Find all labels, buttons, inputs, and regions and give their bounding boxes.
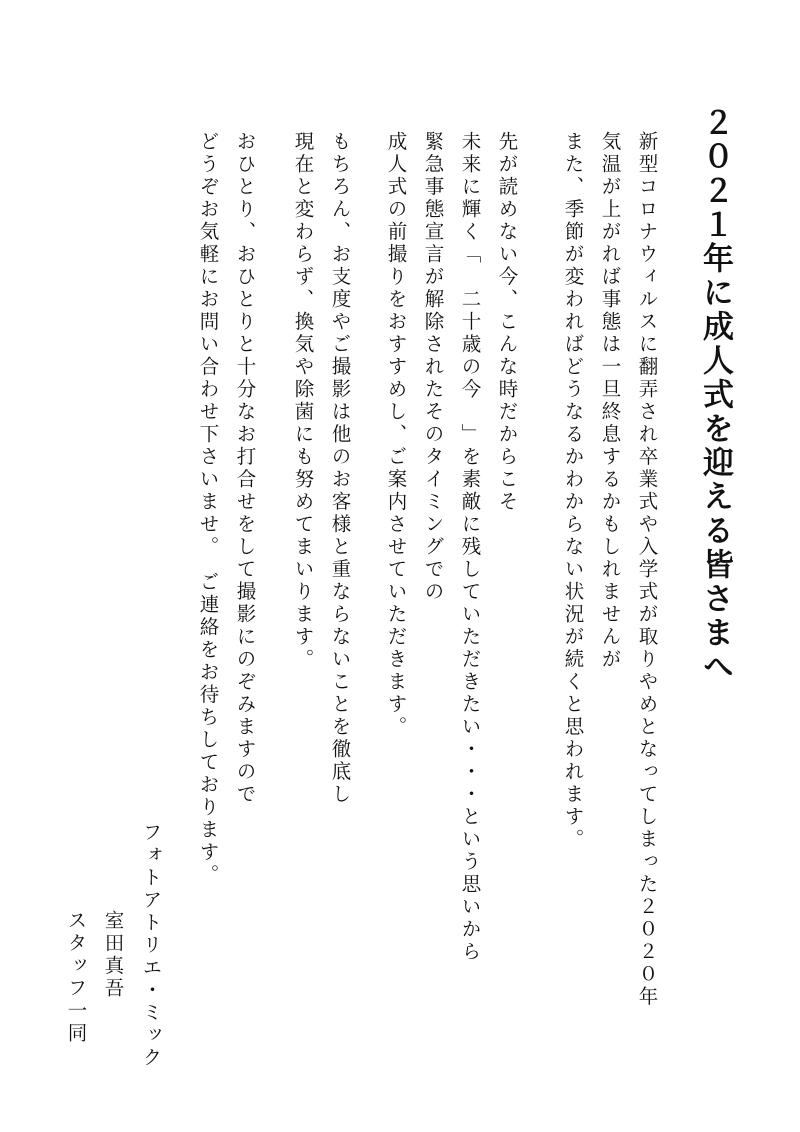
document-title: ２０２１年に成人式を迎える皆さまへ	[697, 106, 733, 684]
paragraph-4-line-1: おひとり、おひとりと十分なお打合せをして撮影にのぞみますので	[233, 131, 257, 806]
paragraph-2-line-2: 未来に輝く「 二十歳の今 」を素敵に残していただきたい・・・という思いから	[458, 131, 482, 964]
paragraph-2-line-1: 先が読めない今、こんな時だからこそ	[495, 131, 519, 514]
signature-name: 室田真吾	[101, 910, 125, 1000]
paragraph-3-line-1: もちろん、お支度やご撮影は他のお客様と重ならないことを徹底し	[328, 131, 352, 806]
paragraph-3-line-2: 現在と変わらず、換気や除菌にも努めてまいります。	[291, 131, 315, 671]
paragraph-1-line-2: 気温が上がれば事態は一旦終息するかもしれませんが	[598, 131, 622, 671]
paragraph-4-line-2: どうぞお気軽にお問い合わせ下さいませ。 ご連絡をお待ちしております。	[196, 131, 220, 887]
signature-studio: フォトアトリエ・ミック	[139, 822, 163, 1070]
paragraph-2-line-4: 成人式の前撮りをおすすめし、ご案内させていただきます。	[384, 131, 408, 739]
signature-staff: スタッフ一同	[64, 910, 88, 1045]
paragraph-1-line-1: 新型コロナウィルスに翻弄され卒業式や入学式が取りやめとなってしまった２０２０年	[635, 131, 659, 1009]
paragraph-1-line-3: また、季節が変わればどうなるかわからない状況が続くと思われます。	[561, 131, 585, 851]
paragraph-2-line-3: 緊急事態宣言が解除されたそのタイミングでの	[421, 131, 445, 604]
